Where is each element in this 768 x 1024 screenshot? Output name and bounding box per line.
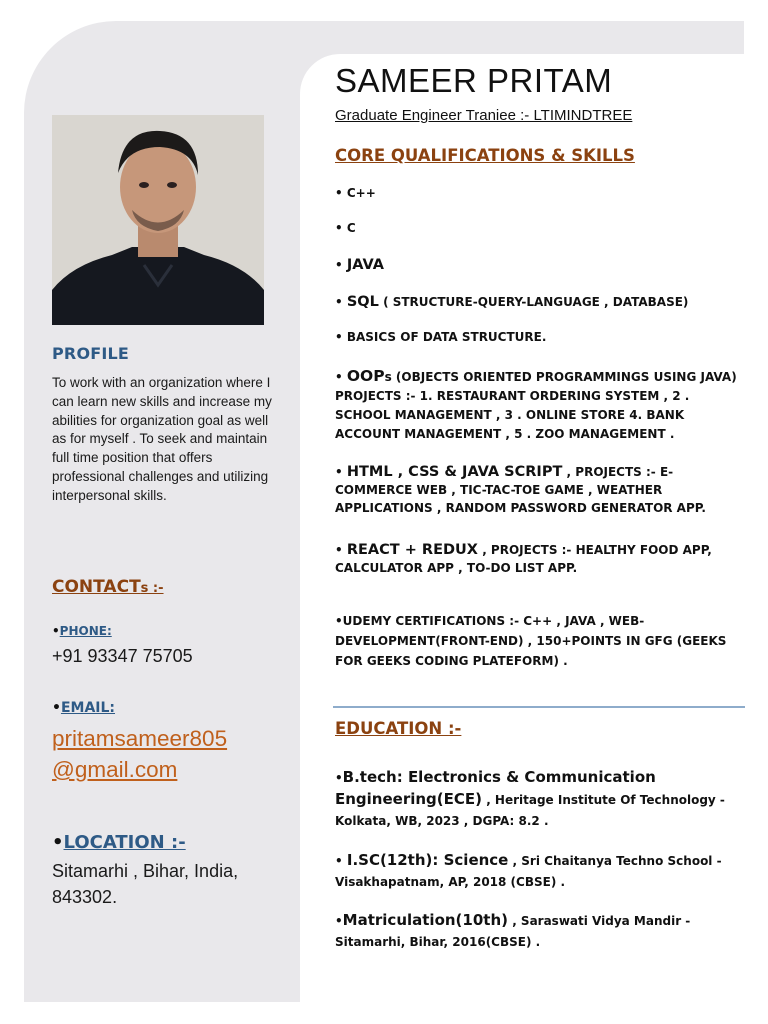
skill-item: • HTML , CSS & JAVA SCRIPT , PROJECTS :- E-COMMERCE WEB , TIC-TAC-TOE GAME , WEATHER APPLICATIONS , RANDOM PASSWORD GENERATOR APP. <box>335 464 706 515</box>
skill-item: • C <box>335 221 356 235</box>
location-value: Sitamarhi , Bihar, India, 843302. <box>52 861 239 907</box>
skill-item: • REACT + REDUX , PROJECTS :- HEALTHY FOOD APP, CALCULATOR APP , TO-DO LIST APP. <box>335 542 712 575</box>
email-label: •EMAIL: <box>52 700 116 716</box>
profile-photo <box>52 115 264 325</box>
education-item: • I.SC(12th): Science , Sri Chaitanya Techno School - Visakhapatnam, AP, 2018 (CBSE) . <box>335 851 722 889</box>
profile-text: To work with an organization where I can learn new skills and increase my abilities for organization goal as well as for myself . To seek and maintain full time position that offers professional challenges and utilizing interpersonal skills. <box>52 375 272 503</box>
skill-item: • JAVA <box>335 257 384 273</box>
profile-heading: PROFILE <box>52 344 130 363</box>
skills-heading: CORE QUALIFICATIONS & SKILLS <box>335 146 635 165</box>
phone-label: •PHONE: <box>52 624 112 638</box>
education-item: •B.tech: Electronics & Communication Engineering(ECE) , Heritage Institute Of Technology - Kolkata, WB, 2023 , DGPA: 8.2 . <box>335 768 725 828</box>
job-title: Graduate Engineer Traniee :- LTIMINDTREE <box>335 107 633 124</box>
section-divider <box>333 706 745 708</box>
education-item: •Matriculation(10th) , Saraswati Vidya Mandir - Sitamarhi, Bihar, 2016(CBSE) . <box>335 911 691 949</box>
skill-item: • OOPs (OBJECTS ORIENTED PROGRAMMINGS USING JAVA) PROJECTS :- 1. RESTAURANT ORDERING SYSTEM , 2 . SCHOOL MANAGEMENT , 3 . ONLINE STORE 4. BANK ACCOUNT MANAGEMENT , 5 . ZOO MANAGEMENT . <box>335 367 737 441</box>
location-label: •LOCATION :- <box>52 832 186 853</box>
email-link[interactable]: pritamsameer805 @gmail.com <box>52 726 228 782</box>
phone-value: +91 93347 75705 <box>52 646 193 666</box>
skill-item: • BASICS OF DATA STRUCTURE. <box>335 330 547 344</box>
contacts-heading-main: CONTACT <box>52 577 141 597</box>
education-heading: EDUCATION :- <box>335 719 462 738</box>
skill-item: • C++ <box>335 186 376 200</box>
skill-item: • SQL ( STRUCTURE-QUERY-LANGUAGE , DATABASE) <box>335 294 689 310</box>
skill-item: •UDEMY CERTIFICATIONS :- C++ , JAVA , WEB-DEVELOPMENT(FRONT-END) , 150+POINTS IN GFG (GEEKS FOR GEEKS CODING PLATEFORM) . <box>335 614 727 668</box>
contacts-heading-suffix: s :- <box>140 581 164 596</box>
contacts-heading <box>52 577 164 597</box>
candidate-name: SAMEER PRITAM <box>335 62 613 99</box>
